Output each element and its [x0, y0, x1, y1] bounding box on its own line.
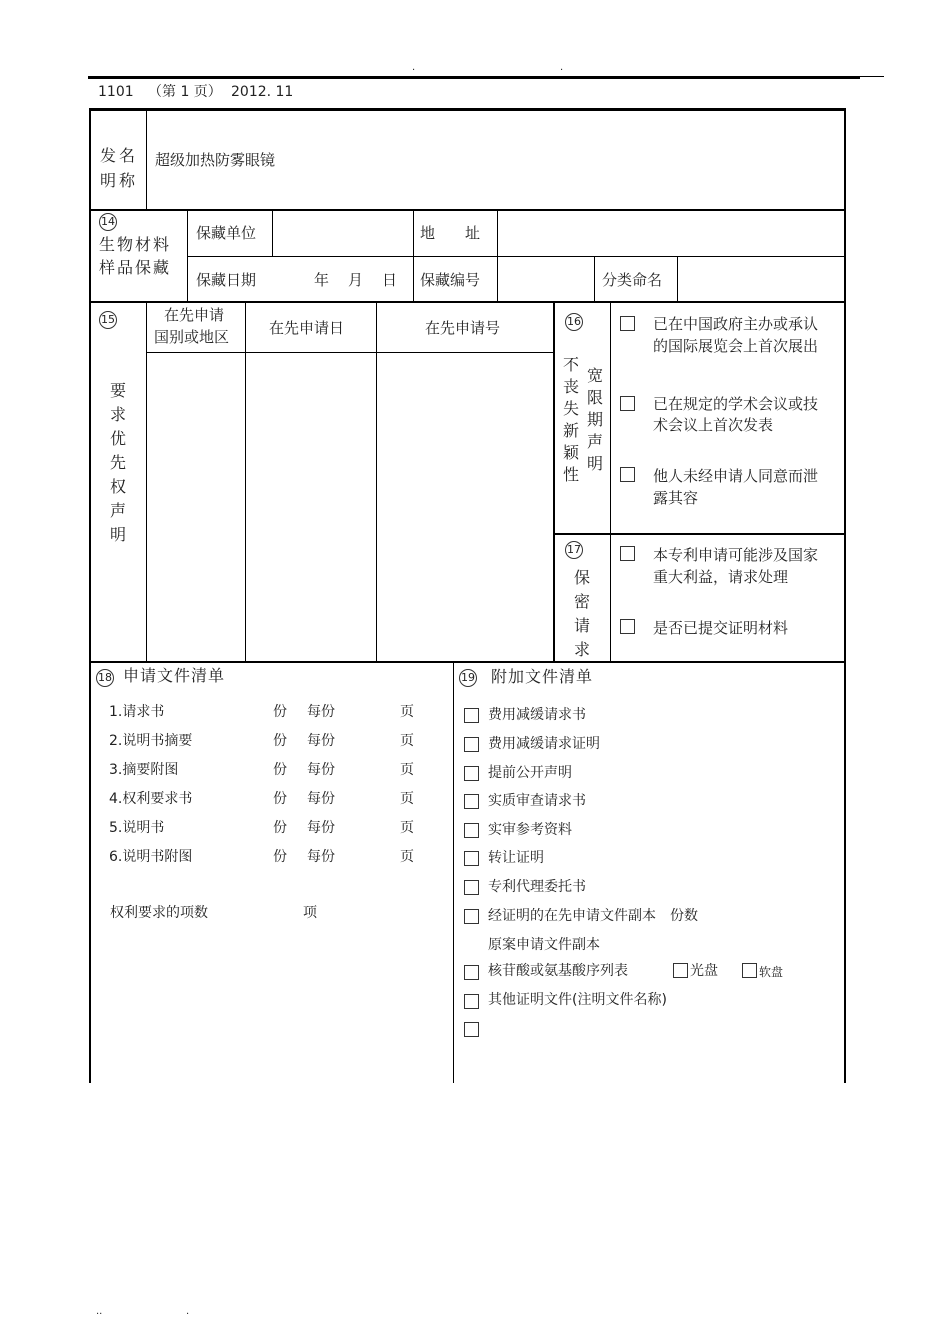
- section-number-18: 18: [96, 669, 114, 687]
- each-unit: 每份: [307, 733, 335, 749]
- doc-item-2: 2.说明书摘要: [109, 733, 193, 749]
- bottom-mark: ·: [186, 1309, 190, 1320]
- attached-item-4-checkbox[interactable]: [464, 794, 479, 809]
- section-number-16: 16: [565, 313, 583, 331]
- attached-item-8-label: 经证明的在先申请文件副本 份数: [488, 908, 698, 924]
- copies-unit: 份: [273, 704, 287, 720]
- pages-unit: 页: [400, 733, 414, 749]
- divider: [453, 662, 454, 1083]
- address-field[interactable]: [499, 212, 843, 254]
- deposit-number-label: 保藏编号: [420, 271, 481, 289]
- each-unit: 每份: [307, 762, 335, 778]
- doc-item-1: 1.请求书: [109, 704, 165, 720]
- divider: [187, 256, 845, 257]
- divider: [610, 302, 611, 662]
- attached-item-3-checkbox[interactable]: [464, 766, 479, 781]
- attached-item-1-label: 费用减缓请求书: [488, 707, 586, 723]
- classification-field[interactable]: [679, 258, 843, 300]
- copies-unit: 份: [273, 820, 287, 836]
- secrecy-option-2-checkbox[interactable]: [620, 619, 635, 634]
- grace-option-1-checkbox[interactable]: [620, 316, 635, 331]
- grace-option-2-checkbox[interactable]: [620, 396, 635, 411]
- invention-name-value[interactable]: 超级加热防雾眼镜: [155, 151, 276, 169]
- page-indicator: （第 1 页）: [148, 84, 222, 100]
- attached-item-4-label: 实质审查请求书: [488, 793, 586, 809]
- divider: [146, 352, 554, 353]
- disc-checkbox[interactable]: [673, 963, 688, 978]
- date-month-label: 月: [348, 271, 364, 289]
- top-rule-extension: [860, 76, 884, 77]
- deposit-unit-field[interactable]: [274, 212, 412, 254]
- doc-item-4: 4.权利要求书: [109, 791, 193, 807]
- date-year-label: 年: [314, 271, 330, 289]
- secrecy-option-2-line1: 是否已提交证明材料: [653, 619, 789, 637]
- sequence-listing-checkbox[interactable]: [464, 965, 479, 980]
- copies-unit: 份: [273, 849, 287, 865]
- prior-number-header: 在先申请号: [425, 319, 501, 337]
- secrecy-option-1-line2: 重大利益，请求处理: [653, 568, 789, 586]
- grace-option-1-line2: 的国际展览会上首次展出: [653, 337, 819, 355]
- deposit-number-field[interactable]: [499, 258, 593, 300]
- grace-option-3-checkbox[interactable]: [620, 467, 635, 482]
- section-number-14: 14: [99, 213, 117, 231]
- claims-count-unit: 项: [303, 905, 317, 921]
- grace-option-1-line1: 已在中国政府主办或承认: [653, 315, 819, 333]
- divider: [89, 301, 846, 303]
- divider: [89, 661, 846, 663]
- divider: [554, 533, 845, 535]
- docs-title: 申请文件清单: [123, 666, 226, 685]
- secrecy-option-1-checkbox[interactable]: [620, 546, 635, 561]
- attached-item-2-checkbox[interactable]: [464, 737, 479, 752]
- divider: [89, 209, 846, 211]
- prior-country-header-line2: 国别或地区: [154, 328, 230, 346]
- doc-item-5: 5.说明书: [109, 820, 165, 836]
- copies-unit: 份: [273, 733, 287, 749]
- deposit-unit-label: 保藏单位: [196, 224, 257, 242]
- floppy-checkbox[interactable]: [742, 963, 757, 978]
- blank-item-checkbox[interactable]: [464, 1022, 479, 1037]
- grace-vertical-label: 宽限期声明: [586, 366, 603, 473]
- frame-top: [89, 108, 846, 111]
- disc-label: 光盘: [690, 963, 718, 979]
- grace-option-3-line2: 露其容: [653, 489, 699, 507]
- invention-label-line1: 发名: [100, 146, 139, 165]
- frame-left: [89, 108, 91, 1083]
- classification-label: 分类命名: [602, 271, 663, 289]
- other-documents-label: 其他证明文件(注明文件名称): [488, 992, 667, 1008]
- divider: [146, 110, 147, 210]
- secrecy-vertical-label: 保密请求: [573, 568, 590, 659]
- attached-item-3-label: 提前公开声明: [488, 765, 572, 781]
- prior-country-header-line1: 在先申请: [164, 306, 225, 324]
- novelty-vertical-label: 不丧失新颖性: [562, 355, 579, 484]
- secrecy-option-1-line1: 本专利申请可能涉及国家: [653, 546, 819, 564]
- frame-right: [844, 108, 846, 1083]
- invention-label-line2: 明称: [100, 171, 139, 190]
- attached-item-6-label: 转让证明: [488, 850, 544, 866]
- divider: [677, 256, 678, 302]
- each-unit: 每份: [307, 849, 335, 865]
- grace-option-2-line2: 术会议上首次发表: [653, 416, 774, 434]
- attached-title: 附加文件清单: [491, 667, 594, 686]
- top-dot: ·: [560, 65, 564, 76]
- form-code: 1101: [98, 84, 134, 100]
- divider: [594, 256, 595, 302]
- attached-item-2-label: 费用减缓请求证明: [488, 736, 600, 752]
- attached-item-5-label: 实审参考资料: [488, 822, 572, 838]
- grace-option-2-line1: 已在规定的学术会议或技: [653, 395, 819, 413]
- divider: [413, 210, 414, 302]
- claims-count-label: 权利要求的项数: [110, 905, 208, 921]
- other-documents-checkbox[interactable]: [464, 994, 479, 1009]
- top-rule: [88, 76, 860, 79]
- attached-item-6-checkbox[interactable]: [464, 851, 479, 866]
- section-number-19: 19: [459, 669, 477, 687]
- attached-item-7-checkbox[interactable]: [464, 880, 479, 895]
- pages-unit: 页: [400, 849, 414, 865]
- attached-item-5-checkbox[interactable]: [464, 823, 479, 838]
- section-number-17: 17: [565, 541, 583, 559]
- attached-item-7-label: 专利代理委托书: [488, 879, 586, 895]
- each-unit: 每份: [307, 704, 335, 720]
- bio-label-line2: 样品保藏: [99, 258, 172, 277]
- divider: [245, 302, 246, 662]
- each-unit: 每份: [307, 820, 335, 836]
- pages-unit: 页: [400, 704, 414, 720]
- grace-option-3-line1: 他人未经申请人同意而泄: [653, 467, 819, 485]
- doc-item-3: 3.摘要附图: [109, 762, 179, 778]
- original-application-copy-label: 原案申请文件副本: [488, 937, 600, 953]
- address-label: 地 址: [420, 224, 481, 242]
- form-date: 2012. 11: [231, 84, 294, 100]
- prior-number-field[interactable]: [378, 354, 552, 660]
- divider: [553, 302, 555, 662]
- prior-date-header: 在先申请日: [269, 319, 345, 337]
- floppy-label: 软盘: [759, 965, 784, 979]
- section-number-15: 15: [99, 311, 117, 329]
- doc-item-6: 6.说明书附图: [109, 849, 193, 865]
- top-dot: ·: [412, 65, 416, 76]
- pages-unit: 页: [400, 791, 414, 807]
- priority-vertical-label: 要求优先权声明: [109, 381, 126, 544]
- each-unit: 每份: [307, 791, 335, 807]
- divider: [272, 210, 273, 256]
- pages-unit: 页: [400, 820, 414, 836]
- bio-label-line1: 生物材料: [99, 235, 172, 254]
- copies-unit: 份: [273, 791, 287, 807]
- divider: [497, 210, 498, 302]
- sequence-listing-label: 核苷酸或氨基酸序列表: [488, 963, 628, 979]
- deposit-date-label: 保藏日期: [196, 271, 257, 289]
- attached-item-8-checkbox[interactable]: [464, 909, 479, 924]
- divider: [376, 302, 377, 662]
- attached-item-1-checkbox[interactable]: [464, 708, 479, 723]
- bottom-mark: ··: [96, 1309, 103, 1320]
- copies-unit: 份: [273, 762, 287, 778]
- date-day-label: 日: [382, 271, 398, 289]
- prior-country-field[interactable]: [147, 354, 244, 660]
- prior-date-field[interactable]: [247, 354, 375, 660]
- pages-unit: 页: [400, 762, 414, 778]
